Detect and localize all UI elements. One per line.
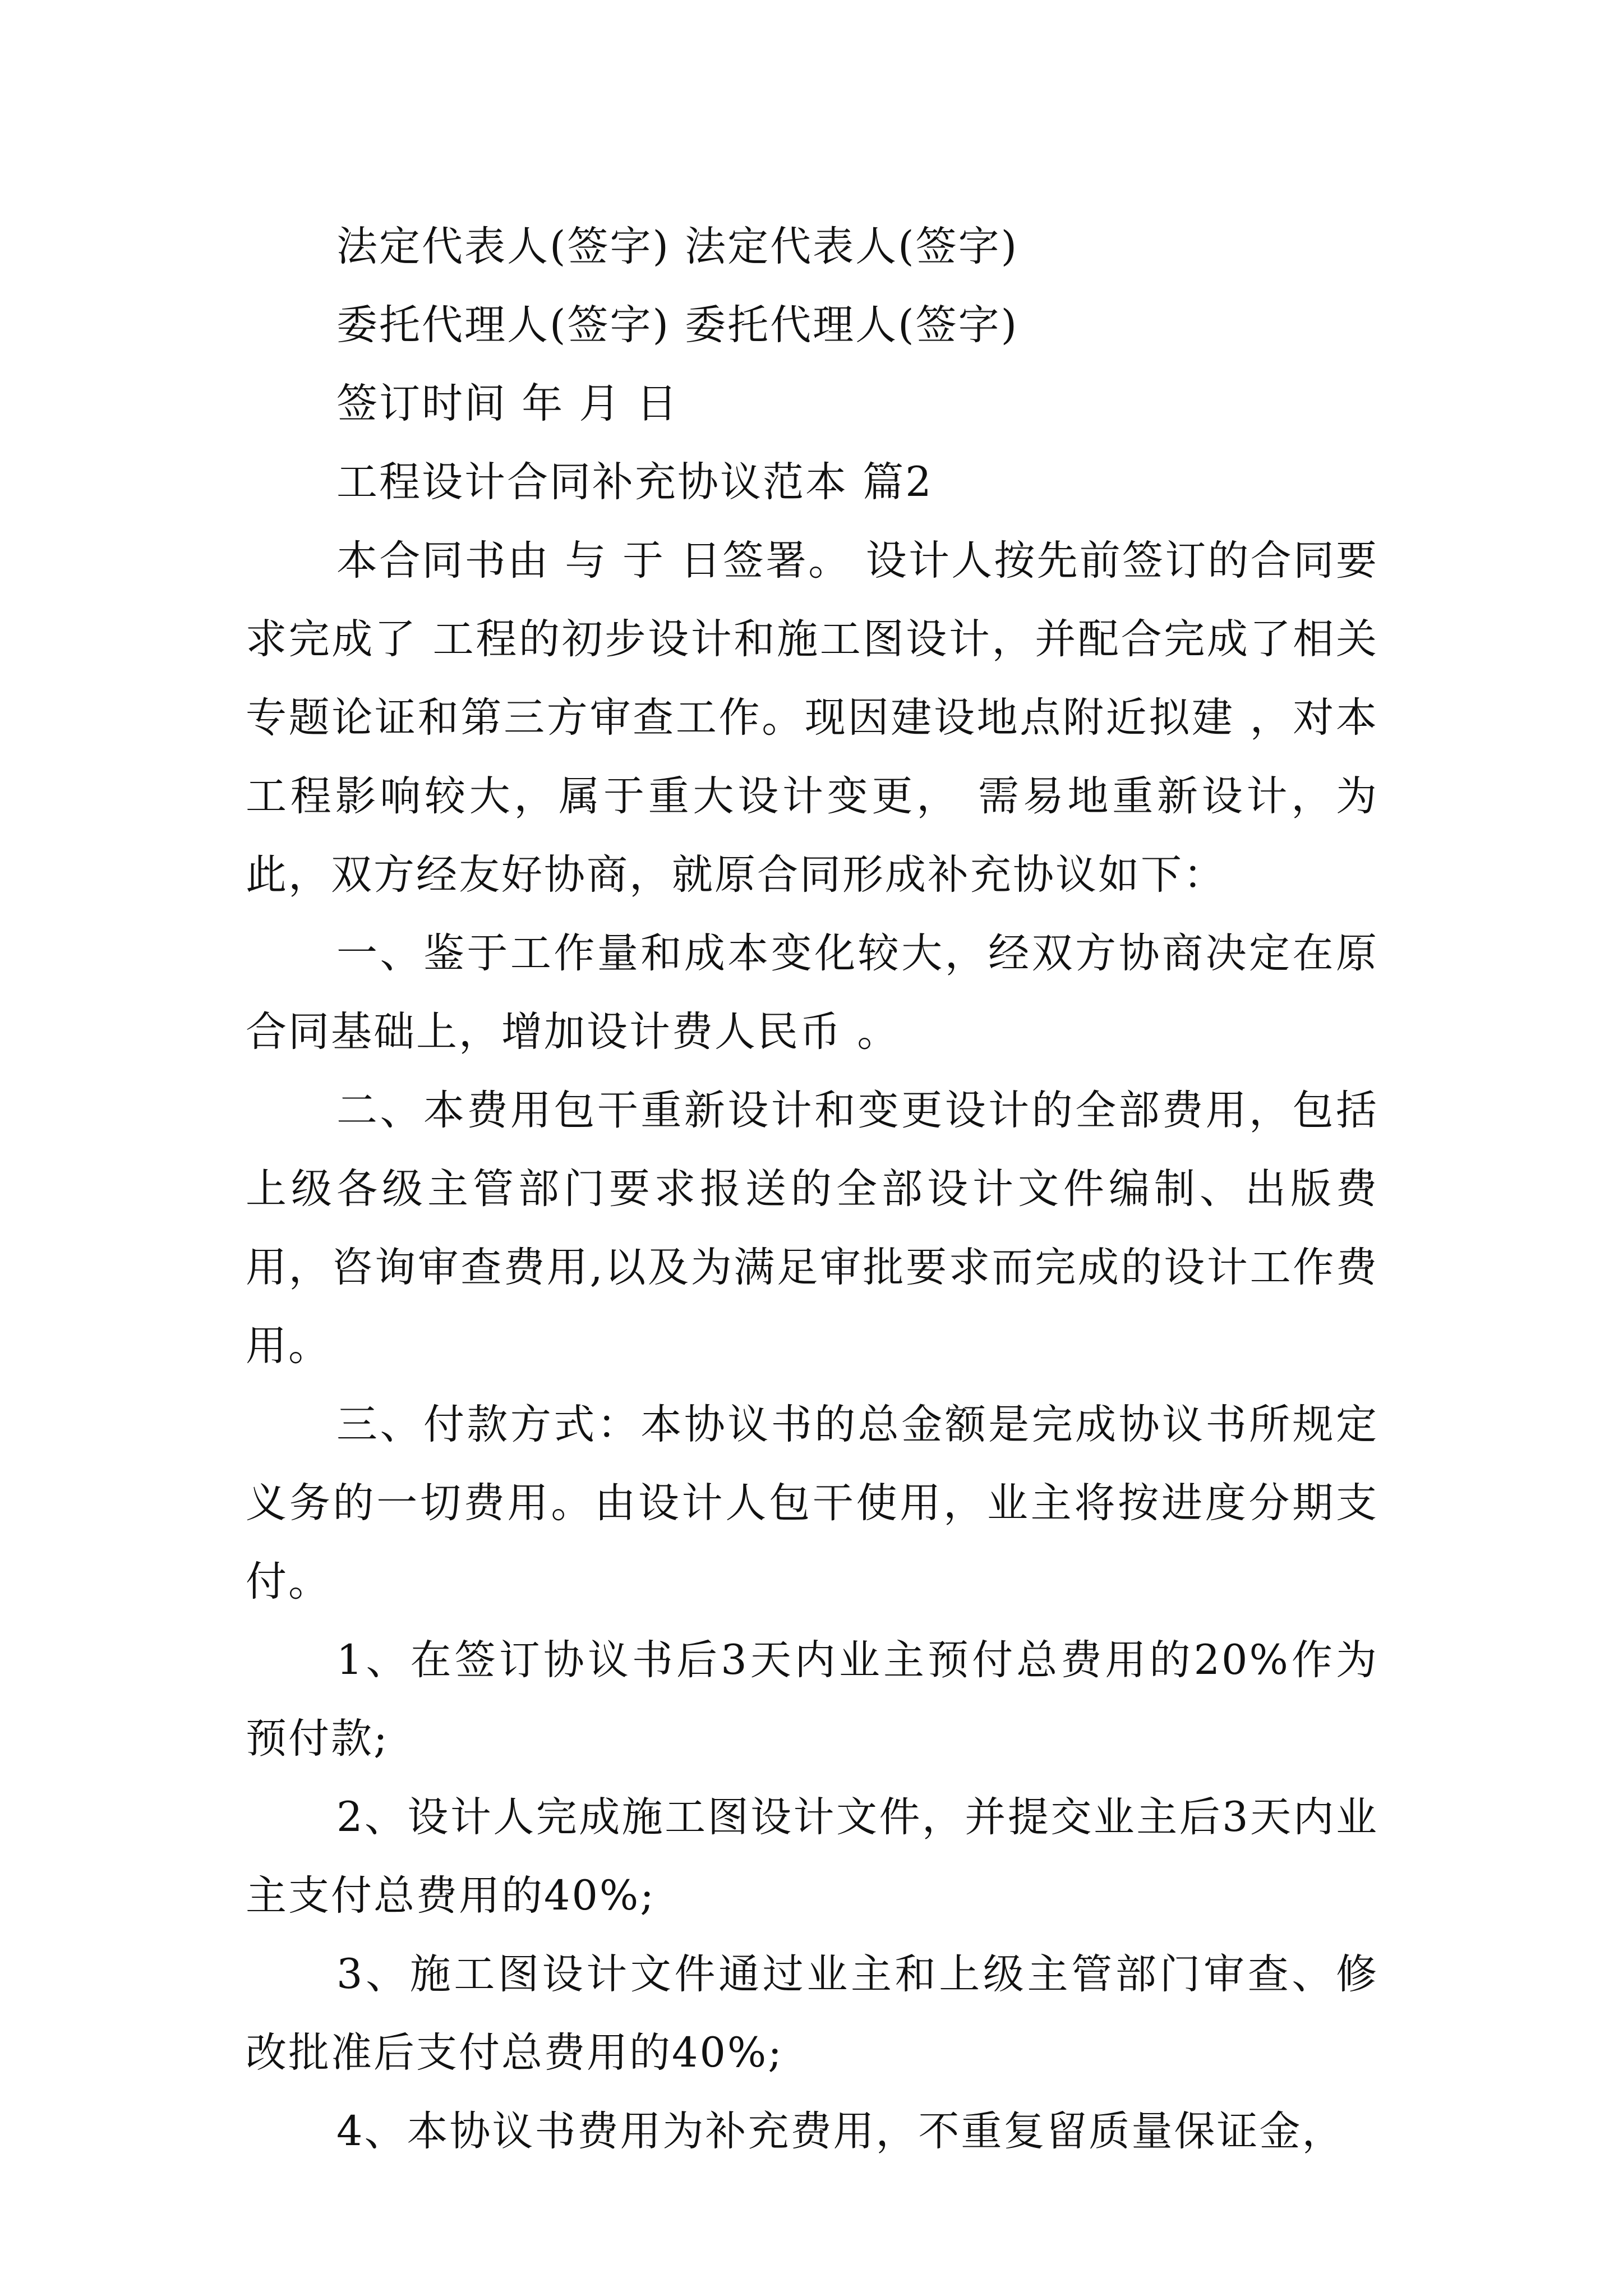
payment-item-2: 2、设计人完成施工图设计文件，并提交业主后3天内业主支付总费用的40%; (246, 1793, 1378, 1920)
document-body (246, 208, 1378, 2171)
payment-item-4: 4、本协议书费用为补充费用，不重复留质量保证金， (336, 2108, 1345, 2155)
clause-2: 二、本费用包干重新设计和变更设计的全部费用，包括上级各级主管部门要求报送的全部设计文件编制、出版费用，咨询审查费用,以及为满足审批要求而完成的设计工作费用。 (246, 1087, 1378, 1370)
payment-item-3: 3、施工图设计文件通过业主和上级主管部门审查、修改批准后支付总费用的40%; (246, 1950, 1378, 2077)
intro-paragraph: 本合同书由 与 于 日签署。 设计人按先前签订的合同要求完成了 工程的初步设计和施工图设计，并配合完成了相关专题论证和第三方审查工作。现因建设地点附近拟建 ，对本工程影响较大，属于重大设计变更， 需易地重新设计，为此，双方经友好协商，就原合同形成补充协议如下： (246, 537, 1378, 899)
signing-date-line: 签订时间 年 月 日 (336, 380, 679, 427)
clause-3-payment-method: 三、付款方式：本协议书的总金额是完成协议书所规定义务的一切费用。由设计人包干使用，业主将按进度分期支付。 (246, 1401, 1378, 1605)
payment-item-1: 1、在签订协议书后3天内业主预付总费用的20%作为预付款; (246, 1636, 1378, 1763)
signature-line-authorized-agent: 委托代理人(签字) 委托代理人(签字) (336, 301, 1019, 349)
section-heading: 工程设计合同补充协议范本 篇2 (336, 458, 933, 506)
clause-1: 一、鉴于工作量和成本变化较大，经双方协商决定在原合同基础上，增加设计费人民币 。 (246, 930, 1378, 1056)
signature-line-legal-representative: 法定代表人(签字) 法定代表人(签字) (336, 223, 1019, 270)
